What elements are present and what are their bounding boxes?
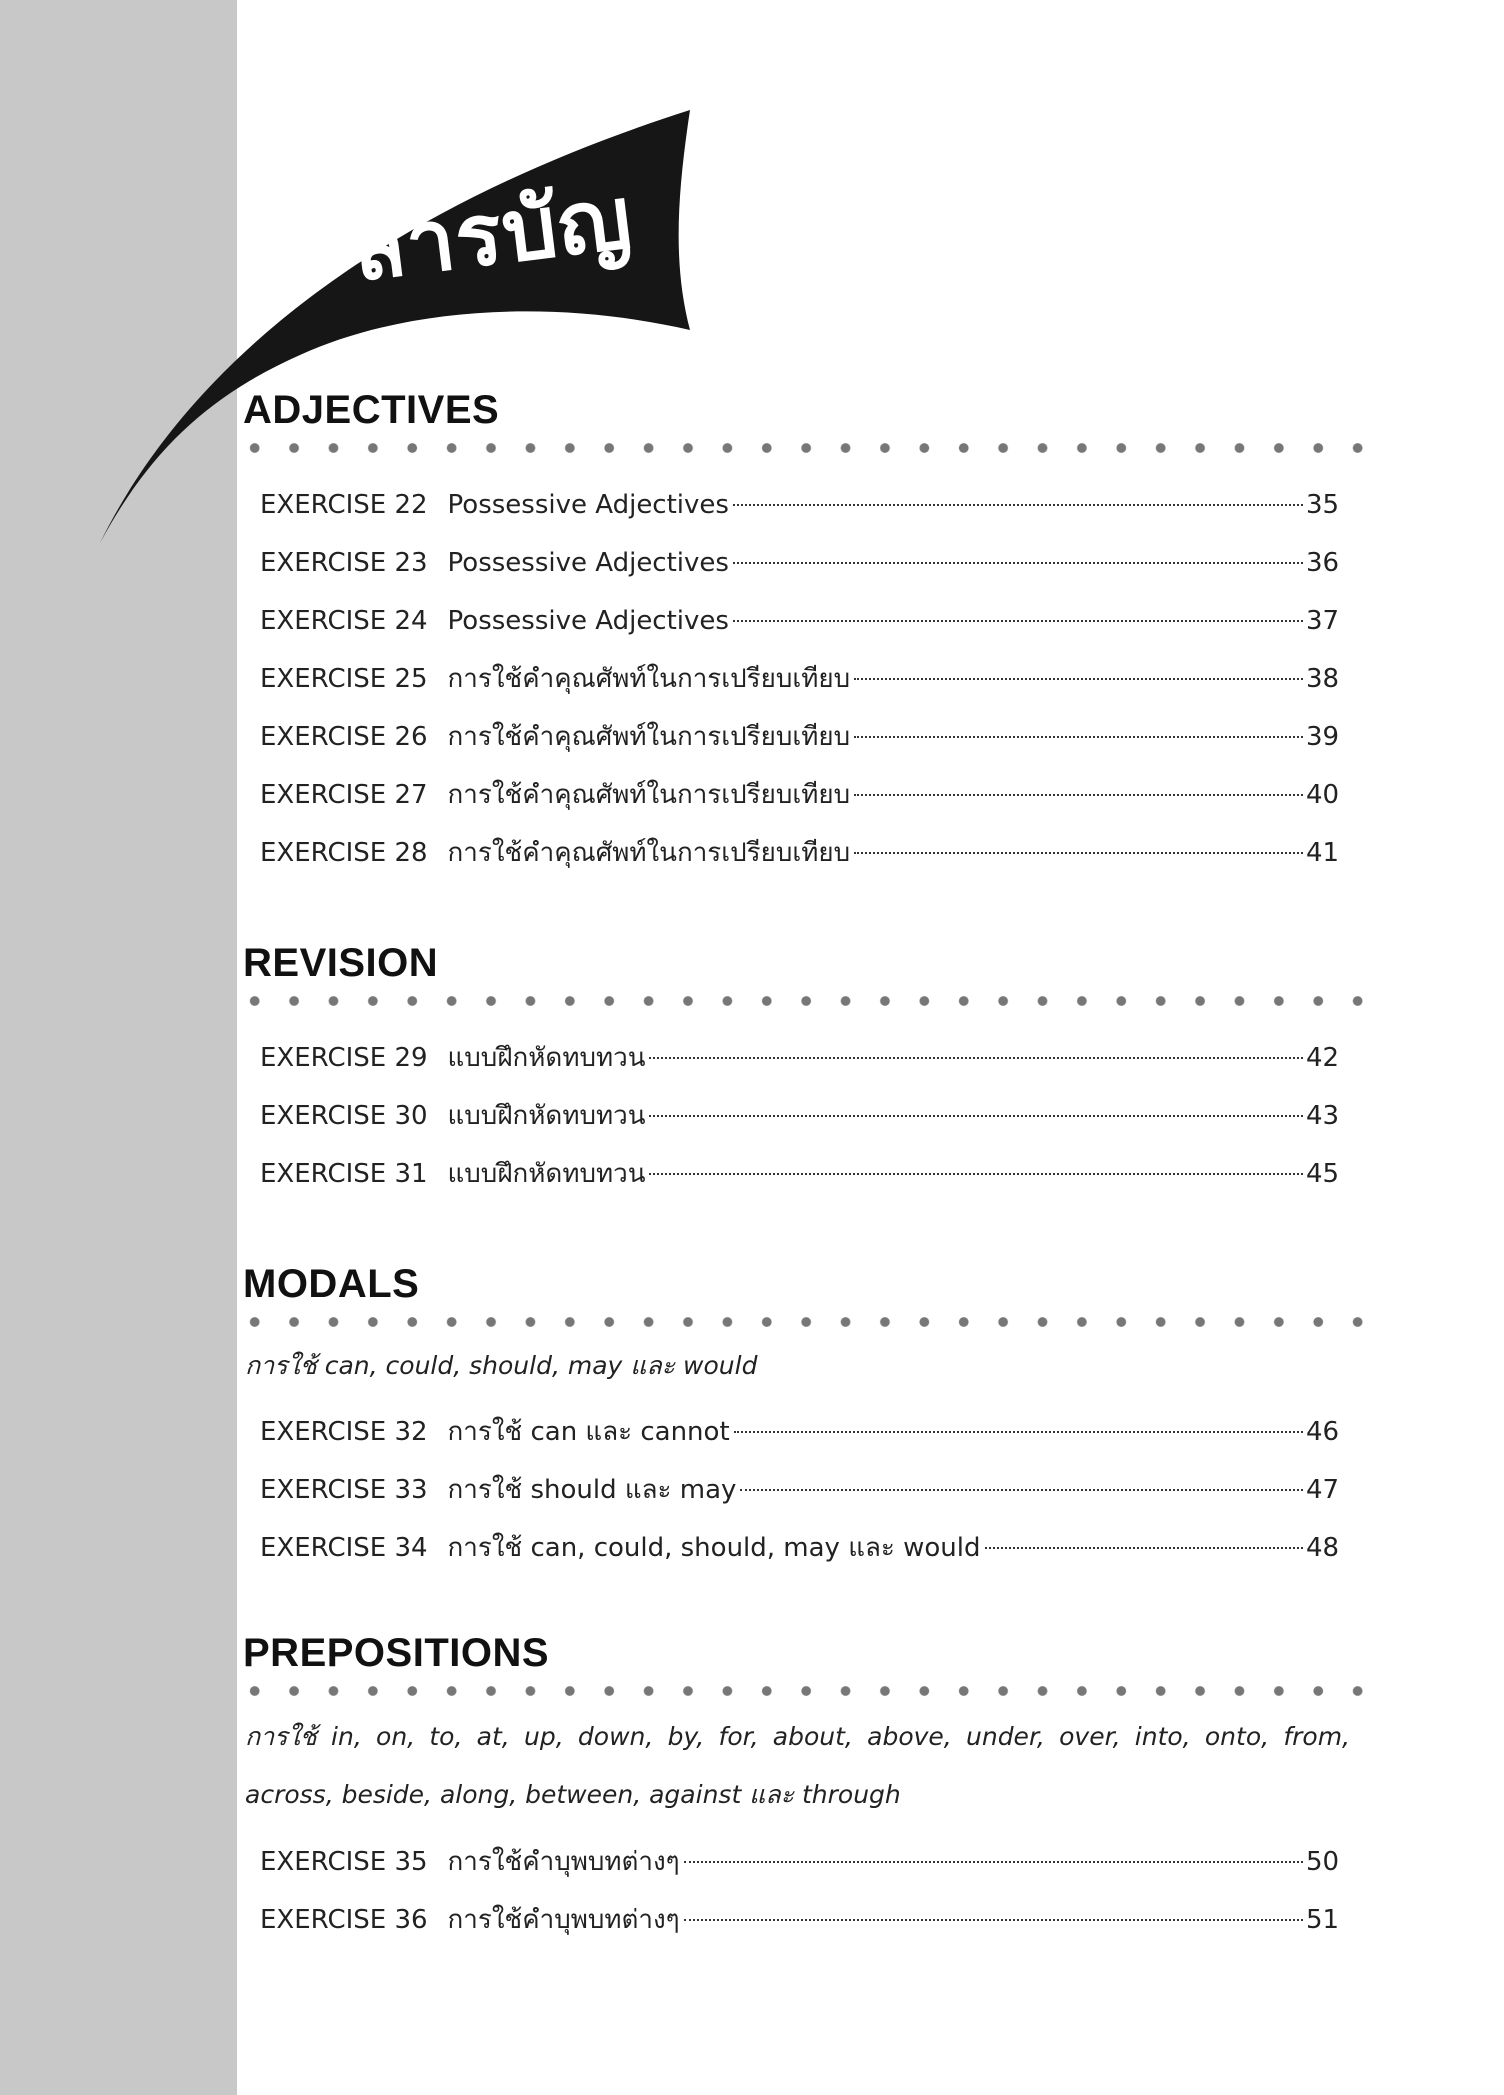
exercise-number: EXERCISE 30	[260, 1101, 428, 1131]
dot-leader	[649, 1173, 1303, 1175]
exercise-number: EXERCISE 31	[260, 1159, 428, 1189]
exercise-title: การใช้คำคุณศัพท์ในการเปรียบเทียบ	[447, 838, 851, 868]
page-number: 42	[1306, 1043, 1340, 1073]
toc-entry[interactable]	[243, 824, 1338, 882]
exercise-title: การใช้คำคุณศัพท์ในการเปรียบเทียบ	[447, 664, 851, 694]
exercise-title: Possessive Adjectives	[447, 606, 729, 636]
section-note: การใช้ in, on, to, at, up, down, by, for, about, above, under, over, into, onto, from,	[245, 1722, 1350, 1751]
dot-leader	[740, 1489, 1303, 1491]
toc-entry[interactable]	[243, 1833, 1338, 1891]
toc-list	[243, 476, 1363, 882]
toc-entry[interactable]	[243, 1087, 1338, 1145]
dot-leader	[684, 1919, 1303, 1921]
exercise-number: EXERCISE 36	[260, 1905, 428, 1935]
toc-entry[interactable]	[243, 476, 1338, 534]
section-heading: PREPOSITIONS	[243, 1631, 550, 1675]
page-number: 51	[1306, 1905, 1340, 1935]
toc-list	[243, 1403, 1363, 1577]
exercise-title: Possessive Adjectives	[447, 490, 729, 520]
exercise-title: การใช้คำบุพบทต่างๆ	[447, 1905, 680, 1935]
page-number: 39	[1306, 722, 1340, 752]
exercise-number: EXERCISE 35	[260, 1847, 428, 1877]
dot-leader	[854, 678, 1303, 680]
toc-entry[interactable]	[243, 1461, 1338, 1519]
exercise-title: Possessive Adjectives	[447, 548, 729, 578]
dotted-divider	[243, 1311, 1363, 1333]
exercise-title: แบบฝึกหัดทบทวน	[447, 1043, 646, 1073]
exercise-number: EXERCISE 22	[260, 490, 428, 520]
section-heading: ADJECTIVES	[243, 388, 500, 432]
page-number: 38	[1306, 664, 1340, 694]
toc-entry[interactable]	[243, 650, 1338, 708]
dotted-divider	[243, 1680, 1363, 1702]
toc-entry[interactable]	[243, 1891, 1338, 1949]
dotted-divider	[243, 990, 1363, 1012]
toc-list	[243, 1833, 1363, 1949]
exercise-title: การใช้คำบุพบทต่างๆ	[447, 1847, 680, 1877]
toc-list	[243, 1029, 1363, 1203]
page-number: 36	[1306, 548, 1340, 578]
exercise-title: แบบฝึกหัดทบทวน	[447, 1101, 646, 1131]
toc-entry[interactable]	[243, 592, 1338, 650]
page-number: 37	[1306, 606, 1340, 636]
page-number: 46	[1306, 1417, 1340, 1447]
page-number: 43	[1306, 1101, 1340, 1131]
section-modals	[243, 1259, 1363, 1577]
exercise-number: EXERCISE 23	[260, 548, 428, 578]
dot-leader	[854, 794, 1303, 796]
toc-entry[interactable]	[243, 1403, 1338, 1461]
dot-leader	[649, 1057, 1303, 1059]
toc-entry[interactable]	[243, 534, 1338, 592]
exercise-number: EXERCISE 25	[260, 664, 428, 694]
page-number: 41	[1306, 838, 1340, 868]
dot-leader	[733, 562, 1303, 564]
page-number: 45	[1306, 1159, 1340, 1189]
page-title: สารบัญ	[347, 167, 638, 302]
toc-entry[interactable]	[243, 1029, 1338, 1087]
dot-leader	[684, 1861, 1303, 1863]
exercise-number: EXERCISE 29	[260, 1043, 428, 1073]
exercise-number: EXERCISE 27	[260, 780, 428, 810]
section-prepositions	[243, 1628, 1363, 1949]
exercise-number: EXERCISE 32	[260, 1417, 428, 1447]
exercise-title: การใช้ should และ may	[447, 1475, 737, 1505]
exercise-title: แบบฝึกหัดทบทวน	[447, 1159, 646, 1189]
section-adjectives	[243, 385, 1363, 882]
page-number: 50	[1306, 1847, 1340, 1877]
exercise-title: การใช้ can, could, should, may และ would	[447, 1533, 981, 1563]
dot-leader	[734, 1431, 1303, 1433]
page-number: 48	[1306, 1533, 1340, 1563]
section-note: across, beside, along, between, against และ through	[245, 1780, 901, 1809]
section-heading: REVISION	[243, 941, 439, 985]
section-heading: MODALS	[243, 1262, 420, 1306]
exercise-number: EXERCISE 28	[260, 838, 428, 868]
dot-leader	[854, 736, 1303, 738]
page-number: 40	[1306, 780, 1340, 810]
dot-leader	[733, 620, 1303, 622]
section-note: การใช้ can, could, should, may และ would	[245, 1351, 758, 1380]
page-number: 35	[1306, 490, 1340, 520]
dot-leader	[649, 1115, 1303, 1117]
exercise-title: การใช้คำคุณศัพท์ในการเปรียบเทียบ	[447, 780, 851, 810]
exercise-number: EXERCISE 33	[260, 1475, 428, 1505]
toc-entry[interactable]	[243, 1519, 1338, 1577]
dotted-divider	[243, 437, 1363, 459]
exercise-number: EXERCISE 24	[260, 606, 428, 636]
toc-entry[interactable]	[243, 766, 1338, 824]
page-number: 47	[1306, 1475, 1340, 1505]
dot-leader	[854, 852, 1303, 854]
dot-leader	[733, 504, 1303, 506]
exercise-title: การใช้ can และ cannot	[447, 1417, 730, 1447]
toc-entry[interactable]	[243, 1145, 1338, 1203]
exercise-title: การใช้คำคุณศัพท์ในการเปรียบเทียบ	[447, 722, 851, 752]
section-revision	[243, 938, 1363, 1203]
toc-entry[interactable]	[243, 708, 1338, 766]
exercise-number: EXERCISE 34	[260, 1533, 428, 1563]
dot-leader	[985, 1547, 1303, 1549]
exercise-number: EXERCISE 26	[260, 722, 428, 752]
